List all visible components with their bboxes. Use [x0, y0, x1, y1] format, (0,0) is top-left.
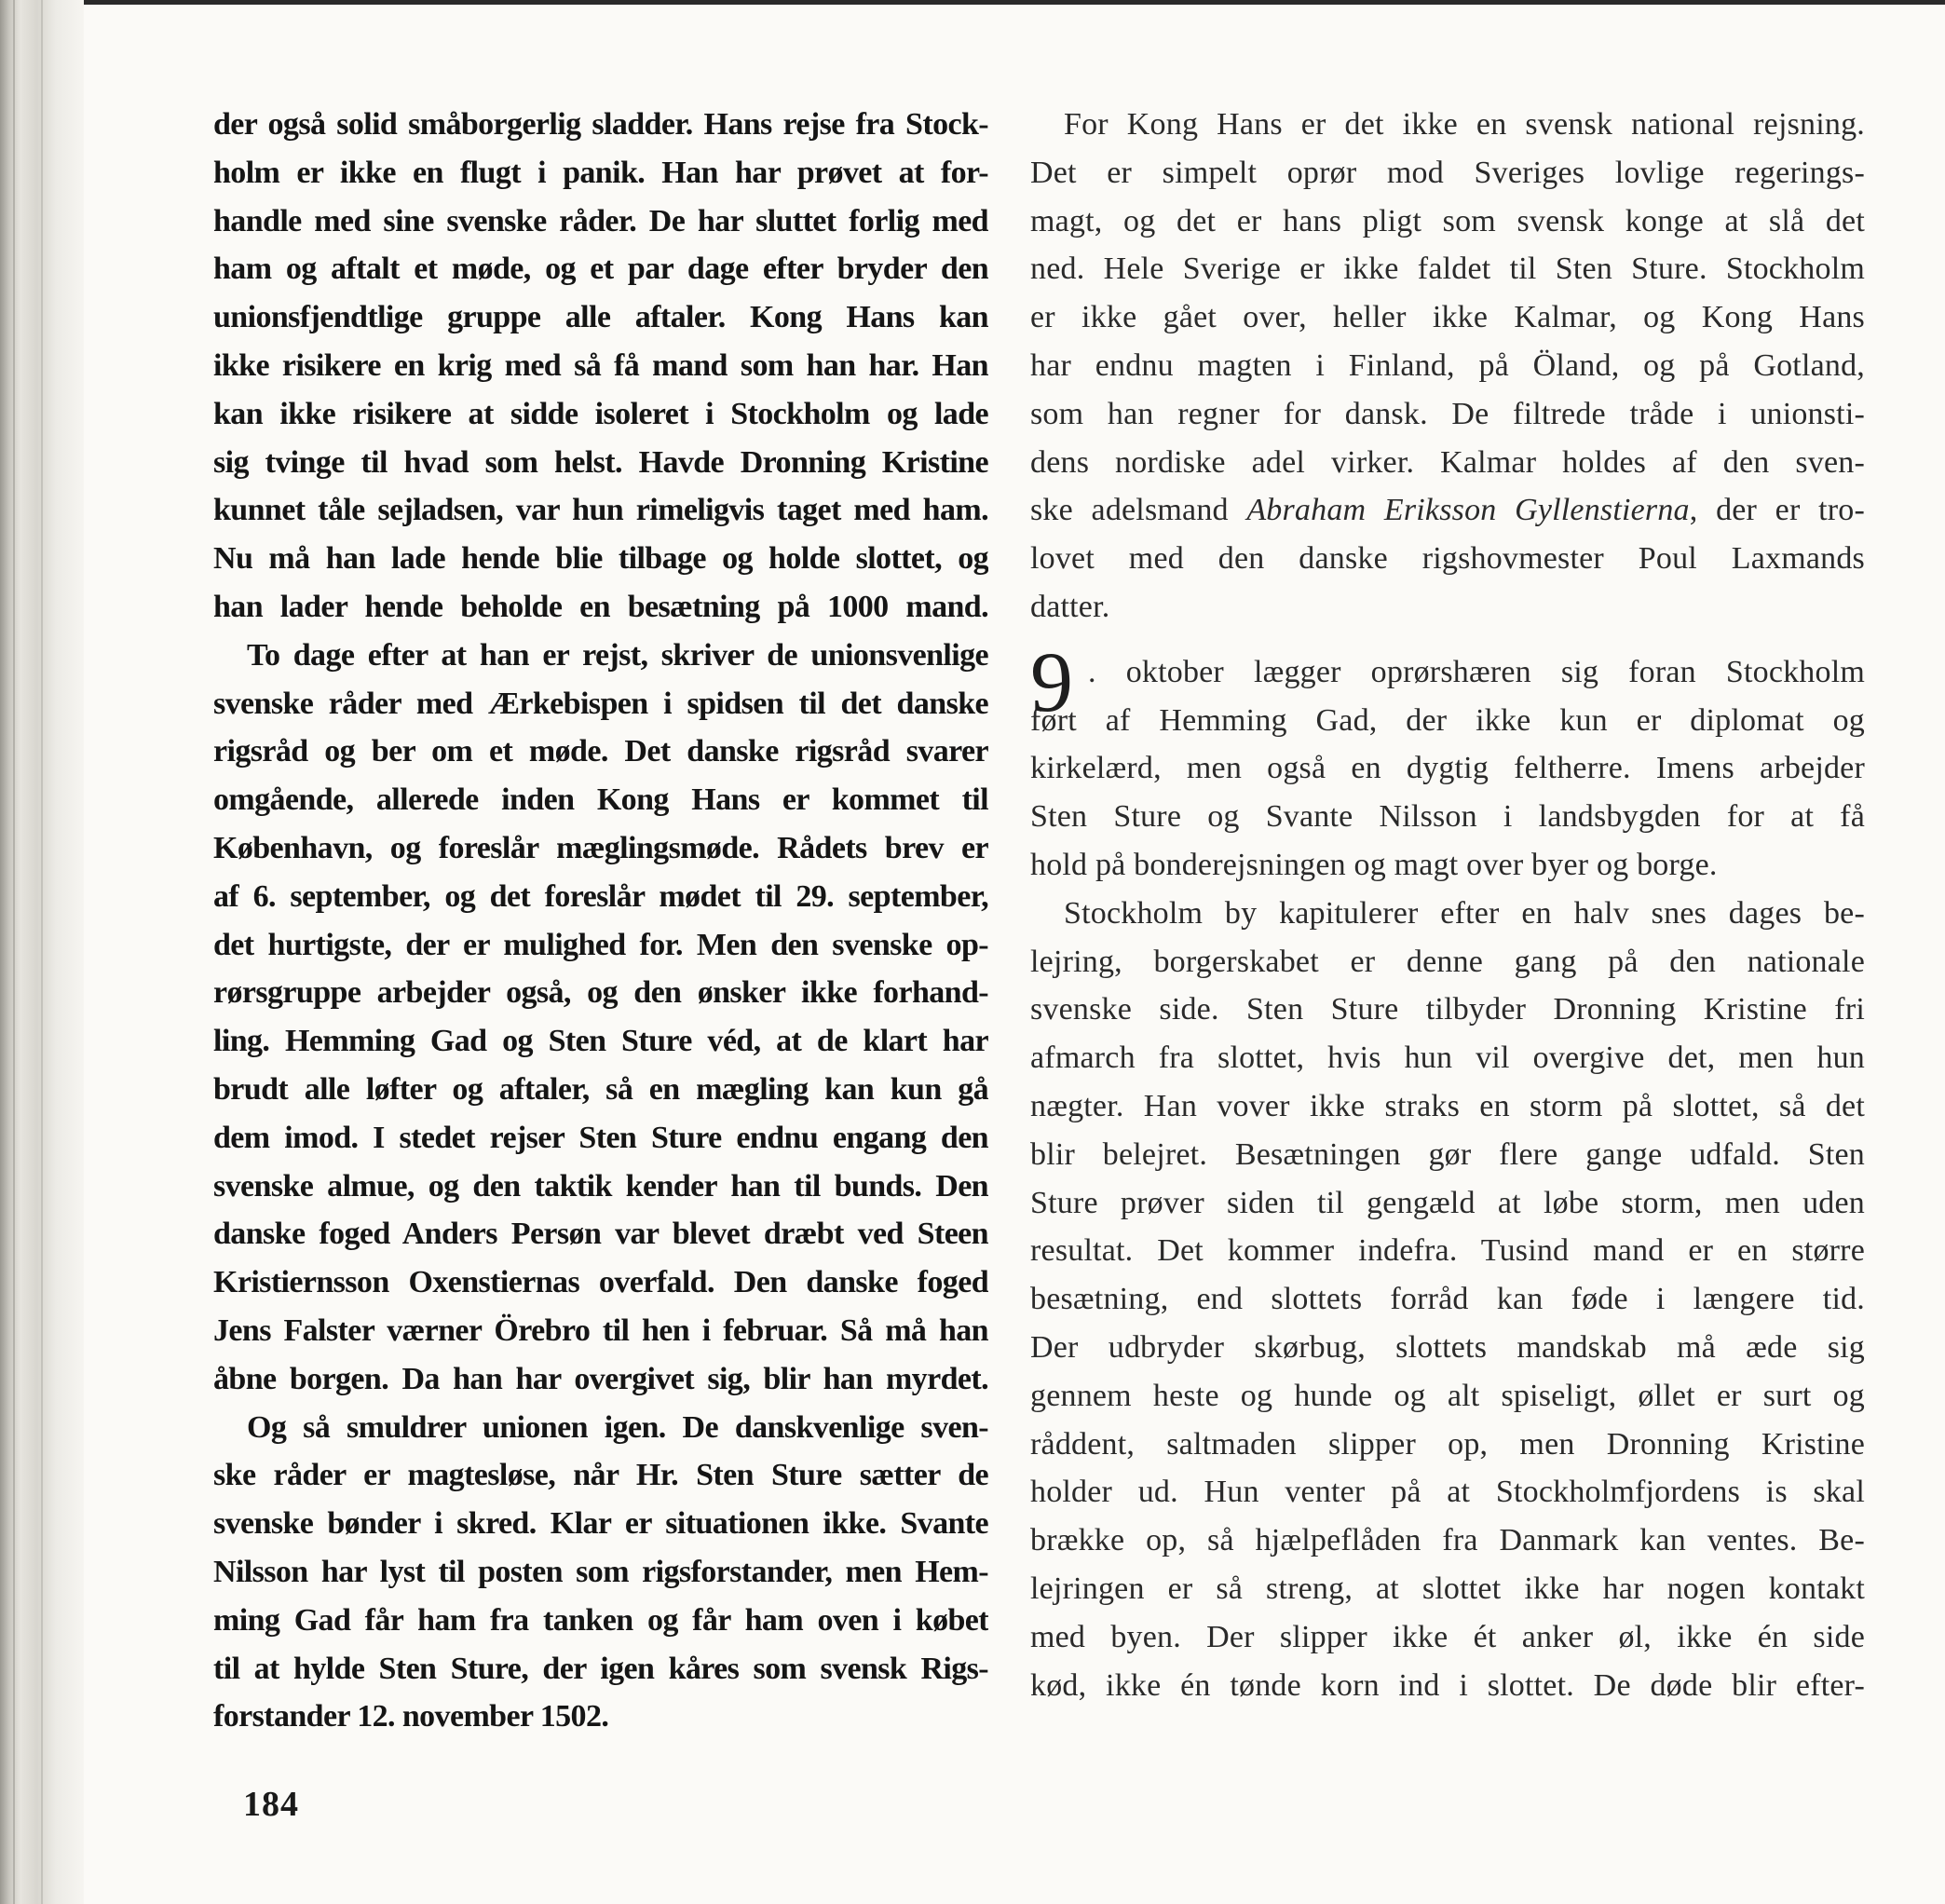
text-line: svenske bønder i skred. Klar er situationen ikke. Svante: [213, 1506, 988, 1542]
text-line: Sten Sture og Svante Nilsson i landsbygden for at få: [1030, 799, 1865, 835]
dropcap-text-line: . oktober lægger oprørshæren sig foran Stockholm: [1088, 654, 1865, 689]
text-line: dem imod. I stedet rejser Sten Sture endnu engang den: [213, 1120, 988, 1155]
text-line: afmarch fra slottet, hvis hun vil overgive det, men hun: [1030, 1040, 1865, 1076]
section-with-dropcap: [1030, 633, 1865, 890]
text-line: Jens Falster værner Örebro til hen i februar. Så må han: [213, 1312, 988, 1348]
text-line: sig tvinge til hvad som helst. Havde Dronning Kristine: [213, 444, 988, 480]
paragraph-start-line: Og så smuldrer unionen igen. De danskvenlige sven-: [247, 1409, 988, 1445]
text-line: det hurtigste, der er mulighed for. Men den svenske op-: [213, 927, 988, 962]
text-line: rørsgruppe arbejder også, og den ønsker ikke forhand-: [213, 975, 988, 1011]
text-line: han lader hende beholde en besætning på 1000 mand.: [213, 589, 988, 624]
page-number: 184: [243, 1785, 299, 1824]
text-line: Det er simpelt oprør mod Sveriges lovlige regerings-: [1030, 155, 1865, 190]
text-line: har endnu magten i Finland, på Öland, og på Gotland,: [1030, 347, 1865, 383]
text-line: som han regner for dansk. De filtrede tråde i unionsti-: [1030, 396, 1865, 431]
text-line: lovet med den danske rigshovmester Poul Laxmands: [1030, 541, 1865, 577]
text-line: lejring, borgerskabet er denne gang på den nationale: [1030, 944, 1865, 979]
text-line: åbne borgen. Da han har overgivet sig, blir han myrdet.: [213, 1361, 988, 1396]
text-line: blir belejret. Besætningen gør flere gange udfald. Sten: [1030, 1136, 1865, 1172]
text-line: svenske side. Sten Sture tilbyder Dronning Kristine fri: [1030, 992, 1865, 1027]
text-line: lejringen er så streng, at slottet ikke har nogen kontakt: [1030, 1571, 1865, 1606]
text-line: nægter. Han vover ikke straks en storm på slottet, så det: [1030, 1088, 1865, 1123]
text-line: ned. Hele Sverige er ikke faldet til Sten Sture. Stockholm: [1030, 252, 1865, 287]
text-line: unionsfjendtlige gruppe alle aftaler. Kong Hans kan: [213, 300, 988, 335]
text-line: Nu må han lade hende blie tilbage og holde slottet, og: [213, 541, 988, 577]
text-line: rigsråd og ber om et møde. Det danske rigsråd svarer: [213, 734, 988, 769]
text-line: dens nordiske adel virker. Kalmar holdes af den sven-: [1030, 444, 1865, 480]
text-line: ling. Hemming Gad og Sten Sture véd, at de klart har: [213, 1024, 988, 1059]
paragraph-start-line: To dage efter at han er rejst, skriver de unionsvenlige: [247, 637, 988, 673]
text-line: til at hylde Sten Sture, der igen kåres som svensk Rigs-: [213, 1651, 988, 1686]
text-line: omgående, allerede inden Kong Hans er kommet til: [213, 782, 988, 818]
italic-person-name: Abraham Eriksson Gyllenstierna: [1246, 493, 1690, 528]
text-line: kunnet tåle sejladsen, var hun rimeligvis taget med ham.: [213, 493, 988, 528]
text-line: gennem heste og hunde og alt spiseligt, øllet er surt og: [1030, 1378, 1865, 1413]
text-line-with-italic-name: [1030, 486, 1865, 535]
text-line: ikke risikere en krig med så få mand som han har. Han: [213, 347, 988, 383]
right-text-column: [1030, 101, 1865, 1709]
text-line: ske råder er magtesløse, når Hr. Sten Sture sætter de: [213, 1458, 988, 1493]
text-line: Nilsson har lyst til posten som rigsforstander, men Hem-: [213, 1554, 988, 1589]
paragraph: [1030, 890, 1865, 1710]
text-line: svenske almue, og den taktik kender han til bunds. Den: [213, 1168, 988, 1204]
paragraph-end-line: hold på bonderejsningen og magt over byer og borge.: [1030, 847, 1718, 882]
text-line: magt, og det er hans pligt som svensk konge at slå det: [1030, 203, 1865, 238]
spine-edge-line: [41, 0, 43, 1904]
text-line: brudt alle løfter og aftaler, så en mægling kan kun gå: [213, 1071, 988, 1107]
text-line: Kristiernsson Oxenstiernas overfald. Den danske foged: [213, 1265, 988, 1300]
paragraph-end-line: forstander 12. november 1502.: [213, 1699, 609, 1734]
text-fragment: ske adelsmand: [1030, 493, 1247, 528]
page-top-edge: [0, 0, 1945, 5]
text-line: holder ud. Hun venter på at Stockholmfjordens is skal: [1030, 1475, 1865, 1510]
text-line: kød, ikke én tønde korn ind i slottet. De døde blir efter-: [1030, 1667, 1865, 1703]
text-line: Sture prøver siden til gengæld at løbe storm, men uden: [1030, 1185, 1865, 1220]
text-line: af 6. september, og det foreslår mødet til 29. september,: [213, 878, 988, 914]
text-line: ført af Hemming Gad, der ikke kun er diplomat og: [1030, 702, 1865, 738]
drop-cap: 9: [1030, 633, 1073, 729]
left-text-column: [213, 101, 988, 1741]
text-line: København, og foreslår mæglingsmøde. Rådets brev er: [213, 830, 988, 865]
text-line: kan ikke risikere at sidde isoleret i Stockholm og lade: [213, 396, 988, 431]
text-line: besætning, end slottets forråd kan føde i længere tid.: [1030, 1282, 1865, 1317]
text-line: resultat. Det kommer indefra. Tusind mand er en større: [1030, 1233, 1865, 1269]
text-line: er ikke gået over, heller ikke Kalmar, og Kong Hans: [1030, 300, 1865, 335]
text-line: holm er ikke en flugt i panik. Han har prøvet at for-: [213, 155, 988, 190]
paragraph-start-line: Stockholm by kapitulerer efter en halv snes dages be-: [1064, 895, 1865, 931]
text-fragment: , der er tro-: [1689, 493, 1865, 528]
text-line: råddent, saltmaden slipper op, men Dronning Kristine: [1030, 1426, 1865, 1462]
text-line: brække op, så hjælpeflåden fra Danmark kan ventes. Be-: [1030, 1523, 1865, 1558]
text-line: svenske råder med Ærkebispen i spidsen til det danske: [213, 686, 988, 721]
paragraph-end-line: datter.: [1030, 589, 1110, 624]
text-line: med byen. Der slipper ikke ét anker øl, ikke én side: [1030, 1619, 1865, 1654]
text-line: danske foged Anders Persøn var blevet dræbt ved Steen: [213, 1217, 988, 1252]
paragraph: [1030, 101, 1865, 632]
book-spine-shadow: [0, 0, 84, 1904]
text-line: ham og aftalt et møde, og et par dage efter bryder den: [213, 252, 988, 287]
spine-edge-line: [13, 0, 15, 1904]
text-line: Der udbryder skørbug, slottets mandskab må æde sig: [1030, 1329, 1865, 1365]
paragraph-start-line: For Kong Hans er det ikke en svensk national rejsning.: [1064, 107, 1865, 142]
text-line: kirkelærd, men også en dygtig feltherre. Imens arbejder: [1030, 751, 1865, 786]
text-line: handle med sine svenske råder. De har sluttet forlig med: [213, 203, 988, 238]
text-line: ming Gad får ham fra tanken og får ham oven i købet: [213, 1602, 988, 1638]
text-line: der også solid småborgerlig sladder. Hans rejse fra Stock-: [213, 107, 988, 142]
